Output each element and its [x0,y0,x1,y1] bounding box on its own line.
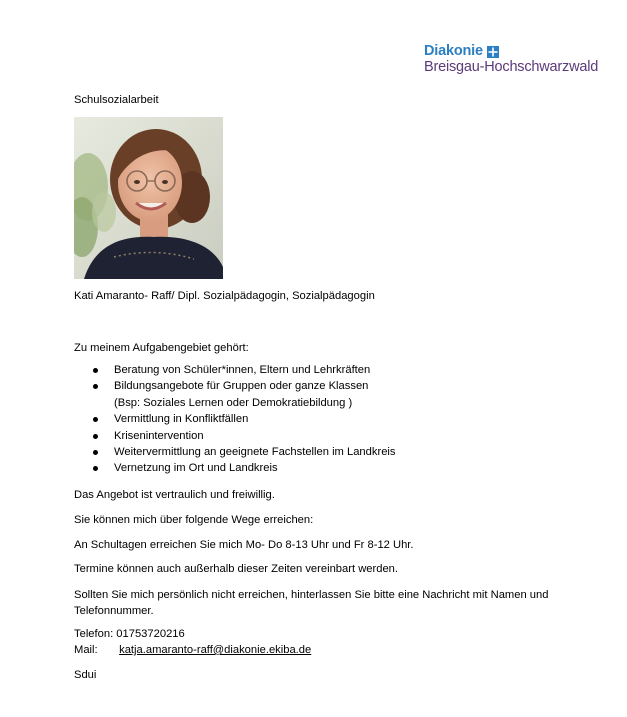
list-item [74,428,396,444]
list-item-label: Vernetzung im Ort und Landkreis [114,462,278,475]
page-heading: Schulsozialarbeit [74,94,159,106]
diakonie-logo [424,44,598,75]
message-text-line-1: Sollten Sie mich persönlich nicht erreichen, hinterlassen Sie bitte eine Nachricht mit Namen und [74,589,549,601]
list-item-label: Beratung von Schüler*innen, Eltern und Lehrkräften [114,364,371,376]
list-item-sublabel: (Bsp: Soziales Lernen oder Demokratiebildung ) [114,396,353,409]
appointments-text: Termine können auch außerhalb dieser Zeiten vereinbart werden. [74,563,398,575]
confidential-text: Das Angebot ist vertraulich und freiwillig. [74,489,275,501]
bullet-icon [93,417,98,422]
list-item-label: Vermittlung in Konfliktfällen [114,413,249,426]
tasks-list [74,362,396,477]
portrait-photo [74,117,223,279]
list-item [74,411,396,427]
logo-brand-text: Diakonie [424,43,483,59]
list-item [74,444,396,460]
list-item [74,460,396,476]
footer-text: Sdui [74,669,97,681]
bullet-icon [93,368,98,373]
list-item-label: Krisenintervention [114,429,204,442]
email-link[interactable]: katja.amaranto-raff@diakonie.ekiba.de [119,644,312,656]
list-item-label: Bildungsangebote für Gruppen oder ganze Klassen [114,380,369,393]
bullet-icon [93,450,98,455]
logo-region-text: Breisgau-Hochschwarzwald [424,59,599,75]
mail-line [74,643,311,658]
list-item [74,378,396,411]
list-item-label: Weitervermittlung an geeignete Fachstellen im Landkreis [114,445,396,458]
office-hours-text: An Schultagen erreichen Sie mich Mo- Do 8-13 Uhr und Fr 8-12 Uhr. [74,539,414,551]
reach-intro-text: Sie können mich über folgende Wege erreichen: [74,514,314,526]
bullet-icon [93,384,98,389]
mail-label: Mail: [74,644,98,656]
bullet-icon [93,434,98,439]
list-item [74,362,396,378]
bullet-icon [93,466,98,471]
tasks-intro: Zu meinem Aufgabengebiet gehört: [74,342,249,354]
diakonie-cross-icon [487,46,499,58]
phone-line: Telefon: 01753720216 [74,628,185,640]
photo-caption: Kati Amaranto- Raff/ Dipl. Sozialpädagogin, Sozialpädagogin [74,290,375,302]
message-text-line-2: Telefonnummer. [74,605,154,618]
message-text [74,587,548,620]
